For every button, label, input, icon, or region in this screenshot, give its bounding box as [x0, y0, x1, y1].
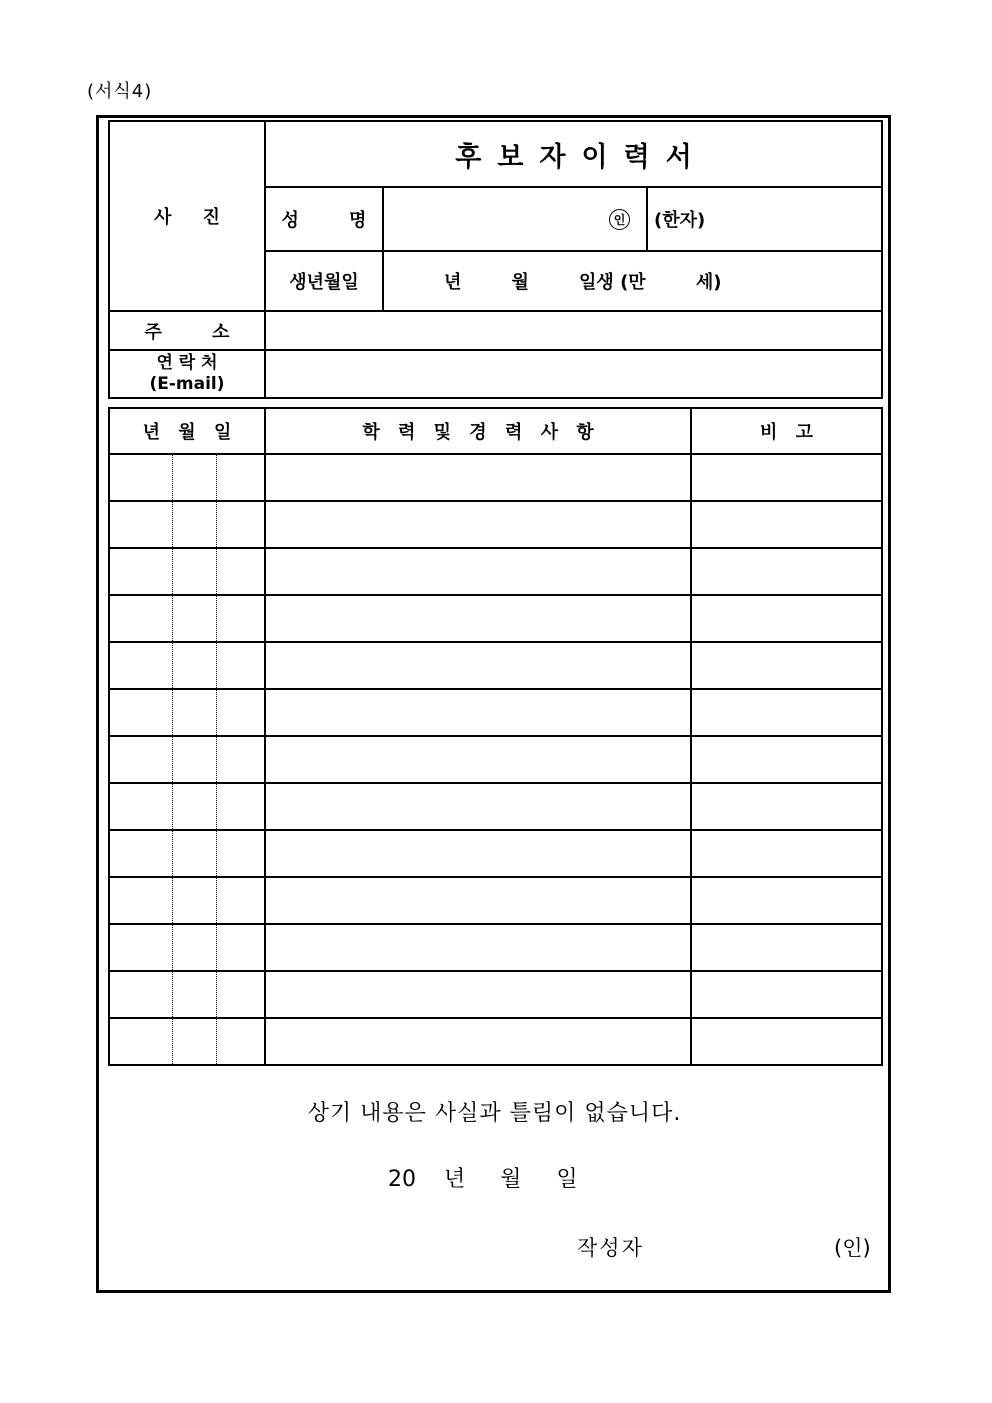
- history-cell-career: [265, 501, 691, 548]
- history-cell-note: [691, 736, 882, 783]
- history-cell-note: [691, 689, 882, 736]
- history-cell-day: [216, 736, 265, 783]
- history-cell-career: [265, 642, 691, 689]
- history-cell-month: [172, 548, 216, 595]
- birth-value: 년 월 일생 (만 세): [383, 251, 882, 311]
- title-row: [109, 121, 882, 187]
- history-row: [109, 501, 882, 548]
- history-cell-month: [172, 689, 216, 736]
- seal-icon: 인: [609, 209, 630, 230]
- history-cell-note: [691, 1018, 882, 1065]
- history-cell-career: [265, 924, 691, 971]
- history-row: [109, 830, 882, 877]
- birth-label: 생년월일: [265, 251, 383, 311]
- history-row: [109, 595, 882, 642]
- history-row: [109, 736, 882, 783]
- history-cell-month: [172, 595, 216, 642]
- history-cell-note: [691, 924, 882, 971]
- history-cell-month: [172, 454, 216, 501]
- history-cell-career: [265, 736, 691, 783]
- identity-table: [108, 120, 883, 399]
- history-cell-note: [691, 595, 882, 642]
- contact-label: 연 락 처: [156, 352, 218, 373]
- history-cell-day: [216, 783, 265, 830]
- history-cell-year: [109, 501, 172, 548]
- history-cell-career: [265, 595, 691, 642]
- contact-row: [109, 350, 882, 398]
- history-cell-month: [172, 830, 216, 877]
- history-cell-month: [172, 924, 216, 971]
- history-cell-year: [109, 642, 172, 689]
- history-cell-note: [691, 877, 882, 924]
- history-cell-day: [216, 454, 265, 501]
- history-cell-year: [109, 454, 172, 501]
- history-cell-year: [109, 924, 172, 971]
- history-cell-year: [109, 783, 172, 830]
- history-cell-career: [265, 783, 691, 830]
- history-row: [109, 783, 882, 830]
- history-col-date: 년 월 일: [109, 408, 265, 454]
- history-cell-day: [216, 548, 265, 595]
- address-row: [109, 311, 882, 350]
- history-cell-day: [216, 595, 265, 642]
- history-cell-note: [691, 642, 882, 689]
- history-cell-note: [691, 548, 882, 595]
- hanja-label: (한자): [647, 187, 882, 251]
- history-row: [109, 971, 882, 1018]
- writer-seal-label: (인): [834, 1236, 871, 1260]
- history-cell-career: [265, 877, 691, 924]
- history-cell-month: [172, 736, 216, 783]
- history-cell-career: [265, 689, 691, 736]
- history-cell-career: [265, 1018, 691, 1065]
- history-cell-year: [109, 1018, 172, 1065]
- history-col-note: 비 고: [691, 408, 882, 454]
- history-cell-career: [265, 454, 691, 501]
- history-cell-month: [172, 783, 216, 830]
- contact-value-cell: [265, 350, 882, 398]
- history-cell-day: [216, 830, 265, 877]
- form-number-label: (서식4): [87, 81, 153, 102]
- history-cell-note: [691, 783, 882, 830]
- history-table: [108, 407, 883, 1066]
- history-row: [109, 454, 882, 501]
- address-value-cell: [265, 311, 882, 350]
- history-cell-month: [172, 877, 216, 924]
- name-value-cell: [383, 187, 647, 251]
- history-cell-note: [691, 830, 882, 877]
- history-cell-day: [216, 877, 265, 924]
- history-cell-month: [172, 501, 216, 548]
- history-row: [109, 548, 882, 595]
- history-cell-note: [691, 454, 882, 501]
- history-cell-year: [109, 548, 172, 595]
- history-cell-year: [109, 689, 172, 736]
- history-cell-month: [172, 971, 216, 1018]
- form-title: 후보자이력서: [265, 121, 882, 187]
- history-cell-year: [109, 877, 172, 924]
- history-cell-year: [109, 830, 172, 877]
- writer-label: 작성자: [577, 1236, 644, 1260]
- history-cell-day: [216, 924, 265, 971]
- history-cell-year: [109, 595, 172, 642]
- history-row: [109, 877, 882, 924]
- history-cell-month: [172, 1018, 216, 1065]
- address-label: 주 소: [109, 311, 265, 350]
- history-header-row: [109, 408, 882, 454]
- history-cell-year: [109, 971, 172, 1018]
- contact-label-cell: [109, 350, 265, 398]
- date-line: 20 년 월 일: [388, 1167, 578, 1192]
- history-cell-month: [172, 642, 216, 689]
- history-cell-day: [216, 501, 265, 548]
- history-cell-note: [691, 971, 882, 1018]
- history-cell-career: [265, 830, 691, 877]
- history-cell-day: [216, 689, 265, 736]
- history-cell-year: [109, 736, 172, 783]
- history-row: [109, 642, 882, 689]
- declaration-text: 상기 내용은 사실과 틀림이 없습니다.: [307, 1101, 682, 1126]
- history-cell-career: [265, 971, 691, 1018]
- contact-email-label: (E-mail): [149, 374, 225, 394]
- history-cell-day: [216, 1018, 265, 1065]
- history-cell-career: [265, 548, 691, 595]
- history-row: [109, 689, 882, 736]
- name-label: 성 명: [265, 187, 383, 251]
- history-cell-day: [216, 642, 265, 689]
- history-row: [109, 924, 882, 971]
- history-cell-note: [691, 501, 882, 548]
- history-row: [109, 1018, 882, 1065]
- history-cell-day: [216, 971, 265, 1018]
- photo-box: 사 진: [109, 121, 265, 311]
- history-col-career: 학 력 및 경 력 사 항: [265, 408, 691, 454]
